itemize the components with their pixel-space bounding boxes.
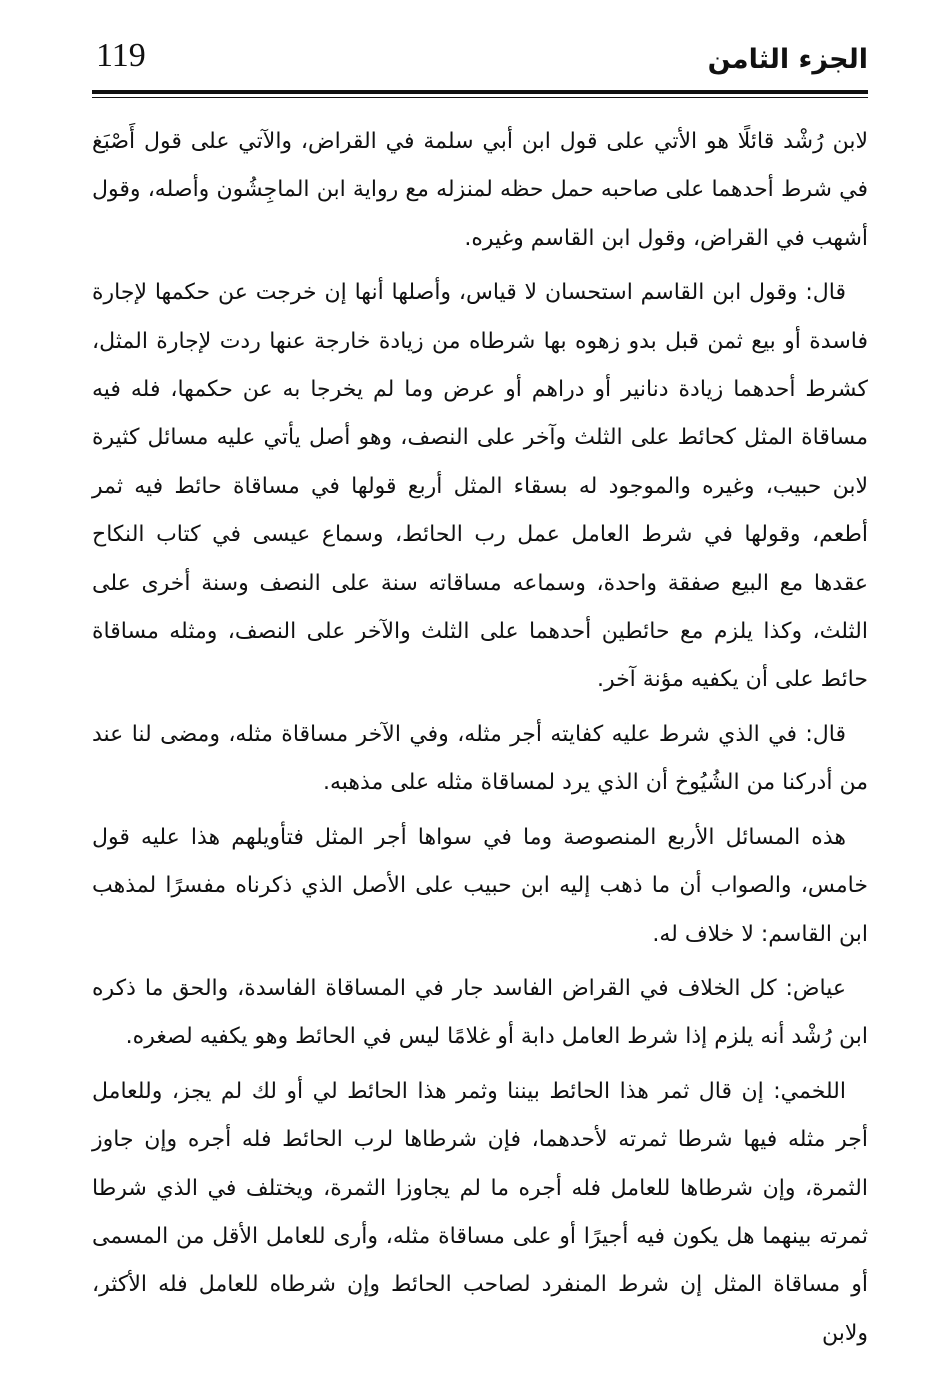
paragraph: لابن رُشْد قائلًا هو الأتي على قول ابن أبي سلمة في القراض، والآتي على قول أَصْبَغ في شرط أحدهما على صاحبه حمل حظه لمنزله مع رواية ابن الماجِشُون وأصله، وقول أشهب في القراض، وقول ابن القاسم وغيره. bbox=[92, 129, 868, 251]
page-number: 119 bbox=[96, 37, 146, 74]
paragraph: اللخمي: إن قال ثمر هذا الحائط بيننا وثمر هذا الحائط لي أو لك لم يجز، وللعامل أجر مثله فيها شرطا ثمرته لأحدهما، فإن شرطاها لرب الحائط فله أجره وإن جاوز الثمرة، وإن شرطاها للعامل فله أجره ما لم يجاوزا الثمرة، ويختلف في الذي شرطا ثمرته بينهما هل يكون فيه أجيرًا أو على مساقاة مثله، وأرى للعامل الأقل من المسمى أو مساقاة المثل إن شرط المنفرد لصاحب الحائط وإن شرطاه للعامل فله الأكثر، ولابن bbox=[92, 1078, 868, 1346]
page-header bbox=[92, 30, 868, 92]
body-text bbox=[92, 118, 868, 1364]
header-rule-thin bbox=[92, 97, 868, 98]
paragraph: قال: في الذي شرط عليه كفايته أجر مثله، وفي الآخر مساقاة مثله، ومضى لنا عند من أدركنا من الشُيُوخ أن الذي يرد لمساقاة مثله على مذهبه. bbox=[92, 721, 868, 796]
header-rule bbox=[92, 90, 868, 94]
paragraph: قال: وقول ابن القاسم استحسان لا قياس، وأصلها أنها إن خرجت عن حكمها لإجارة فاسدة أو بيع ثمن قبل بدو زهوه بها شرطاه من زيادة خارجة عنها ردت لإجارة المثل، كشرط أحدهما زيادة دنانير أو دراهم أو عرض وما لم يخرجا به عن حكمها، فله فيه مساقاة المثل كحائط على الثلث وآخر على النصف، وهو أصل يأتي عليه مسائل كثيرة لابن حبيب، وغيره والموجود له بسقاء المثل أربع قولها في مساقاة حائط فيه ثمر أطعم، وقولها في شرط العامل عمل رب الحائط، وسماع عيسى في كتاب النكاح عقدها مع البيع صفقة واحدة، وسماعه مساقاته سنة على النصف وسنة أخرى على الثلث، وكذا يلزم مع حائطين أحدهما على الثلث والآخر على النصف، ومثله مساقاة حائط على أن يكفيه مؤنة آخر. bbox=[92, 280, 868, 693]
paragraph: عياض: كل الخلاف في القراض الفاسد جار في المساقاة الفاسدة، والحق ما ذكره ابن رُشْد أنه يلزم إذا شرط العامل دابة أو غلامًا ليس في الحائط وهو يكفيه لصغره. bbox=[92, 975, 868, 1050]
running-title: الجزء الثامن bbox=[707, 44, 868, 75]
paragraph: هذه المسائل الأربع المنصوصة وما في سواها أجر المثل فتأويلهم هذا عليه قول خامس، والصواب أن ما ذهب إليه ابن حبيب على الأصل الذي ذكرناه مفسرًا لمذهب ابن القاسم: لا خلاف له. bbox=[92, 824, 868, 947]
